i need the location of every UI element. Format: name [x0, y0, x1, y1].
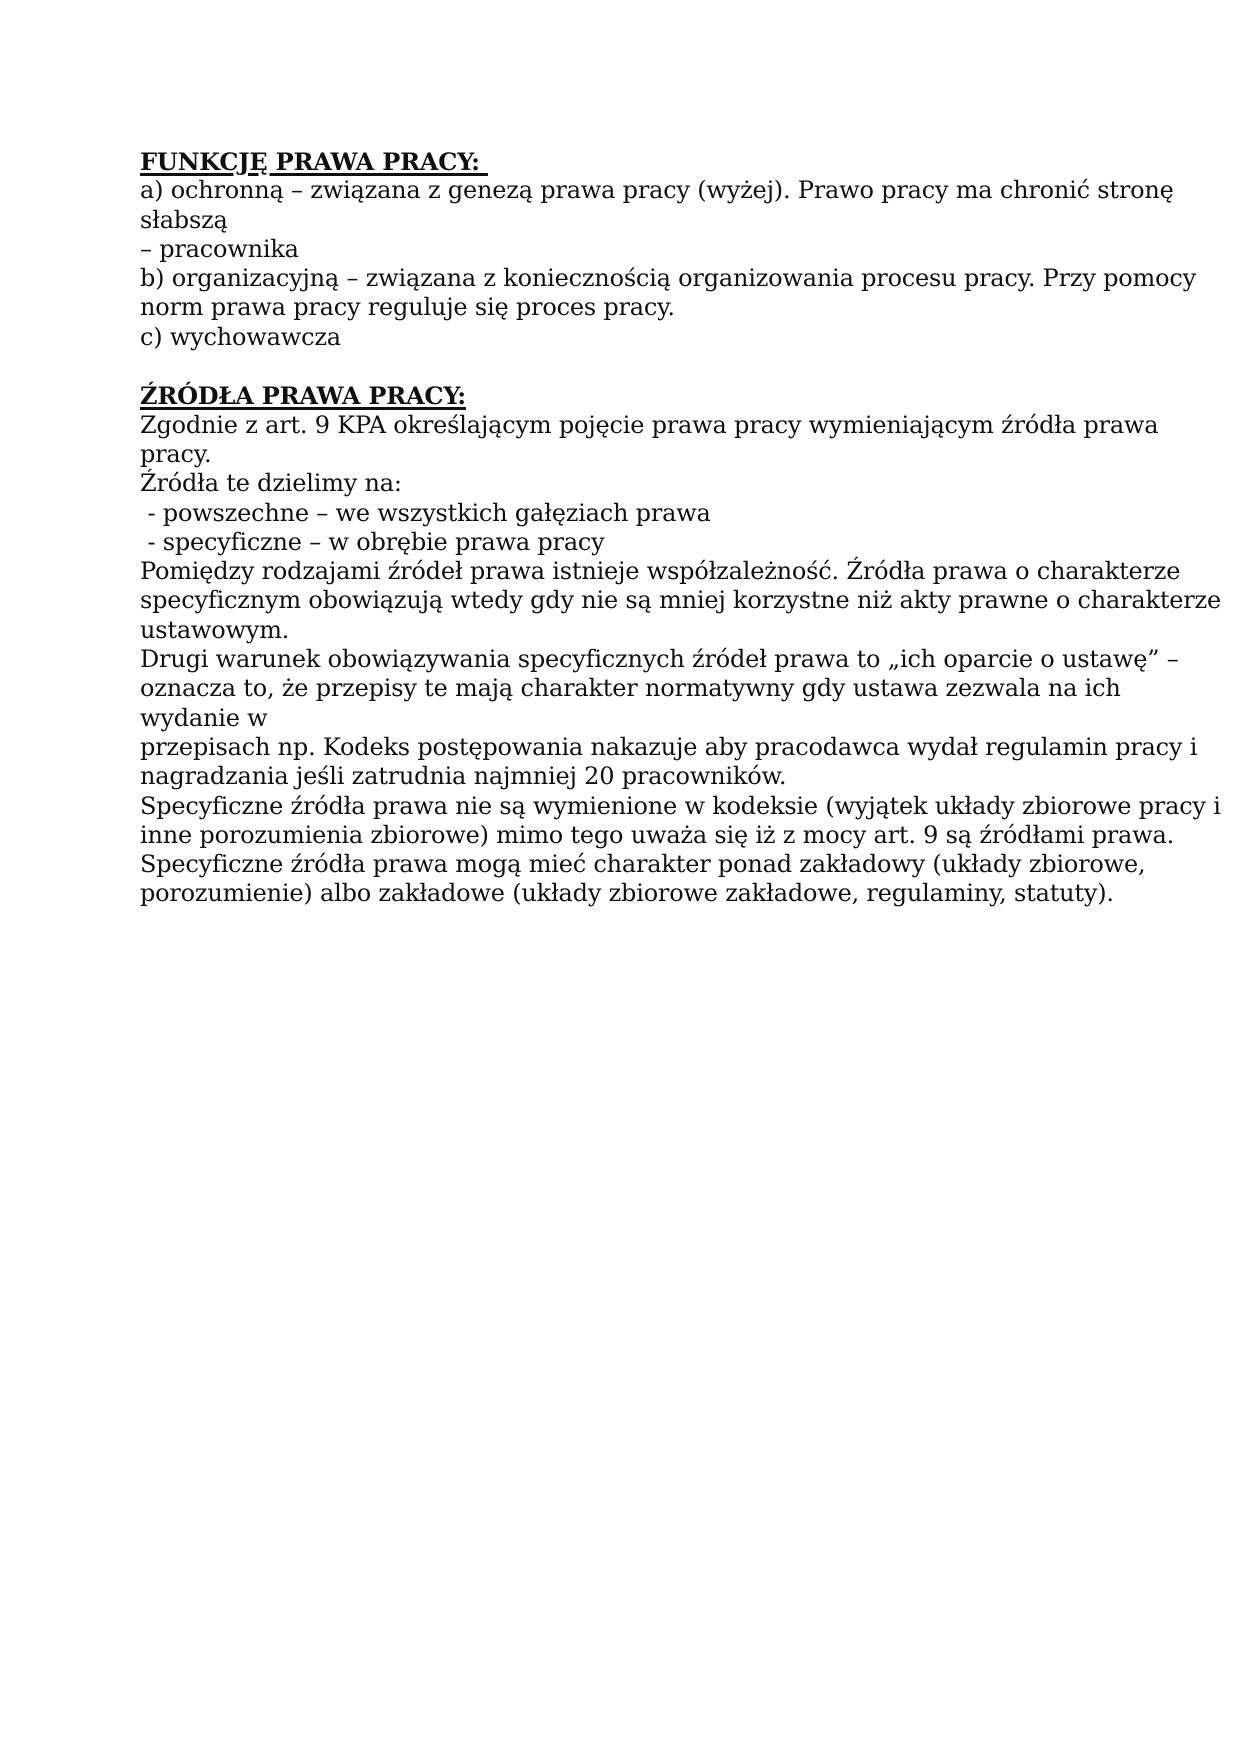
document-body	[140, 147, 1225, 909]
text-line: porozumienie) albo zakładowe (układy zbiorowe zakładowe, regulaminy, statuty).	[140, 879, 1114, 908]
text-line: - specyficzne – w obrębie prawa pracy	[140, 527, 605, 556]
text-line: b) organizacyjną – związana z koniecznością organizowania procesu pracy. Przy pomocy	[140, 264, 1196, 293]
text-line: inne porozumienia zbiorowe) mimo tego uważa się iż z mocy art. 9 są źródłami prawa.	[140, 820, 1175, 849]
text-line: Źródła te dzielimy na:	[140, 469, 402, 498]
text-line: ustawowym.	[140, 615, 290, 644]
blank-line	[140, 352, 1225, 381]
text-line: nagradzania jeśli zatrudnia najmniej 20 pracowników.	[140, 762, 787, 791]
text-line: norm prawa pracy reguluje się proces pracy.	[140, 293, 675, 322]
text-line: c) wychowawcza	[140, 322, 341, 351]
text-line: Specyficzne źródła prawa nie są wymienione w kodeksie (wyjątek układy zbiorowe pracy i	[140, 791, 1221, 820]
text-line: oznacza to, że przepisy te mają charakter normatywny gdy ustawa zezwala na ich wydanie w	[140, 674, 1129, 732]
text-line: specyficznym obowiązują wtedy gdy nie są mniej korzystne niż akty prawne o charakterze	[140, 586, 1221, 615]
text-line: – pracownika	[140, 234, 299, 263]
text-line: - powszechne – we wszystkich gałęziach prawa	[140, 498, 711, 527]
text-line: Pomiędzy rodzajami źródeł prawa istnieje współzależność. Źródła prawa o charakterze	[140, 557, 1181, 586]
text-line: Specyficzne źródła prawa mogą mieć charakter ponad zakładowy (układy zbiorowe,	[140, 850, 1146, 879]
text-line: Drugi warunek obowiązywania specyficznych źródeł prawa to „ich oparcie o ustawę” –	[140, 645, 1179, 674]
text-line: Zgodnie z art. 9 KPA określającym pojęcie prawa pracy wymieniającym źródła prawa pracy.	[140, 410, 1166, 468]
text-line: przepisach np. Kodeks postępowania nakazuje aby pracodawca wydał regulamin pracy i	[140, 732, 1198, 761]
text-line: a) ochronną – związana z genezą prawa pracy (wyżej). Prawo pracy ma chronić stronę słabszą	[140, 176, 1182, 234]
section-heading-funkcje-prawa-pracy: FUNKCJĘ PRAWA PRACY:	[140, 147, 488, 176]
section-heading-zrodla-prawa-pracy: ŹRÓDŁA PRAWA PRACY:	[140, 381, 466, 411]
